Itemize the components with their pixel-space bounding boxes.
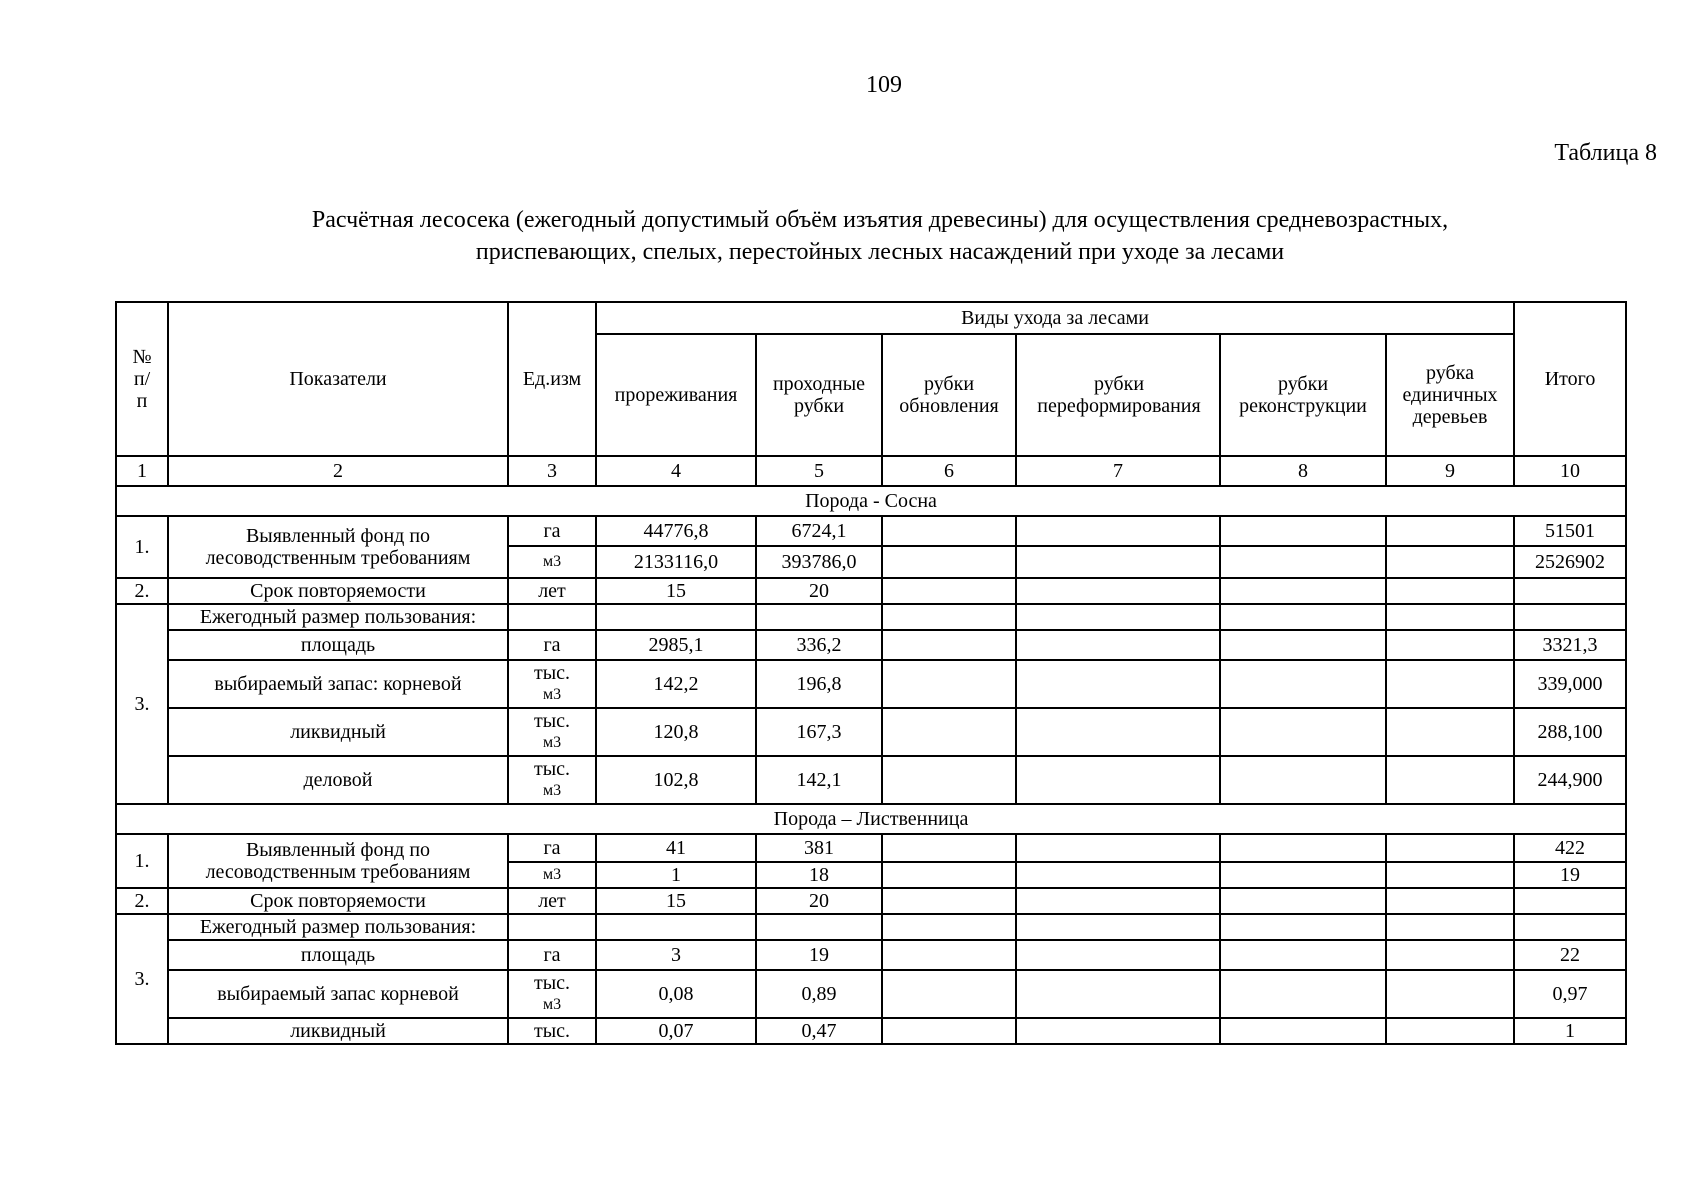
value-total: 19	[1514, 862, 1626, 888]
indicator-label: выбираемый запас корневой	[168, 970, 508, 1018]
empty-cell	[1386, 888, 1514, 914]
value-passage-cutting: 167,3	[756, 708, 882, 756]
unit-cell	[508, 1018, 596, 1044]
value-thinning: 41	[596, 834, 756, 862]
header-col-passage-cutting: проходные рубки	[756, 334, 882, 456]
table-title	[110, 204, 1650, 268]
unit-line: га	[543, 944, 561, 966]
empty-cell	[1220, 708, 1386, 756]
empty-cell	[1220, 888, 1386, 914]
unit-cell	[508, 940, 596, 970]
row-number: 2.	[116, 888, 168, 914]
empty-cell	[882, 578, 1016, 604]
value-passage-cutting: 20	[756, 578, 882, 604]
unit-line: м3	[542, 686, 562, 703]
column-number: 6	[882, 456, 1016, 486]
indicator-label: выбираемый запас: корневой	[168, 660, 508, 708]
empty-cell	[1386, 604, 1514, 630]
header-care-types: Виды ухода за лесами	[596, 302, 1514, 334]
annual-row	[116, 940, 1626, 970]
header-total: Итого	[1514, 302, 1626, 456]
value-total: 51501	[1514, 516, 1626, 546]
empty-cell	[1016, 578, 1220, 604]
column-number: 7	[1016, 456, 1220, 486]
section-title-row	[116, 486, 1626, 516]
value-thinning: 2133116,0	[596, 546, 756, 578]
fund-row	[116, 834, 1626, 862]
fund-row	[116, 516, 1626, 546]
row-number: 3.	[116, 604, 168, 804]
unit-line: тыс.	[533, 710, 571, 732]
column-number: 8	[1220, 456, 1386, 486]
header-num: № п/п	[116, 302, 168, 456]
empty-cell	[882, 516, 1016, 546]
empty-cell	[1386, 546, 1514, 578]
value-total: 3321,3	[1514, 630, 1626, 660]
value-passage-cutting: 142,1	[756, 756, 882, 804]
empty-cell	[882, 546, 1016, 578]
row-number: 3.	[116, 914, 168, 1044]
column-number: 10	[1514, 456, 1626, 486]
column-numbers-row	[116, 456, 1626, 486]
allowable-cut-table	[115, 301, 1627, 1045]
empty-cell	[1016, 1018, 1220, 1044]
header-indicators: Показатели	[168, 302, 508, 456]
annual-row	[116, 660, 1626, 708]
empty-cell	[1386, 1018, 1514, 1044]
empty-cell	[1386, 862, 1514, 888]
column-number: 3	[508, 456, 596, 486]
empty-cell	[882, 914, 1016, 940]
empty-cell	[1016, 888, 1220, 914]
value-total: 1	[1514, 1018, 1626, 1044]
section-title: Порода – Лиственница	[116, 804, 1626, 834]
empty-cell	[508, 604, 596, 630]
annual-header-row	[116, 604, 1626, 630]
unit-cell	[508, 756, 596, 804]
value-passage-cutting: 381	[756, 834, 882, 862]
value-passage-cutting: 0,89	[756, 970, 882, 1018]
header-row	[116, 302, 1626, 334]
empty-cell	[1386, 708, 1514, 756]
empty-cell	[1016, 940, 1220, 970]
indicator-label: площадь	[168, 940, 508, 970]
empty-cell	[1386, 834, 1514, 862]
empty-cell	[756, 604, 882, 630]
column-number: 9	[1386, 456, 1514, 486]
value-passage-cutting: 336,2	[756, 630, 882, 660]
unit-cell	[508, 660, 596, 708]
empty-cell	[1016, 756, 1220, 804]
table-label: Таблица 8	[1554, 140, 1657, 166]
column-number: 2	[168, 456, 508, 486]
table-title-line: Расчётная лесосека (ежегодный допустимый объём изъятия древесины) для осуществления средневозрастных,	[311, 207, 1449, 233]
empty-cell	[882, 888, 1016, 914]
unit-cell: м3	[508, 546, 596, 578]
empty-cell	[882, 1018, 1016, 1044]
value-thinning: 15	[596, 888, 756, 914]
header-col-renewal-cutting: рубки обновления	[882, 334, 1016, 456]
value-total: 422	[1514, 834, 1626, 862]
value-thinning: 3	[596, 940, 756, 970]
column-number: 5	[756, 456, 882, 486]
row-number: 1.	[116, 834, 168, 888]
column-number: 1	[116, 456, 168, 486]
empty-cell	[1220, 660, 1386, 708]
empty-cell	[882, 660, 1016, 708]
unit-line: тыс.	[533, 758, 571, 780]
value-total	[1514, 578, 1626, 604]
value-thinning: 15	[596, 578, 756, 604]
unit-line: тыс.	[533, 972, 571, 994]
empty-cell	[1220, 578, 1386, 604]
unit-line: м3	[542, 734, 562, 751]
header-col-single-tree-cutting: рубка единичных деревьев	[1386, 334, 1514, 456]
value-thinning: 1	[596, 862, 756, 888]
empty-cell	[882, 630, 1016, 660]
empty-cell	[1016, 660, 1220, 708]
empty-cell	[756, 914, 882, 940]
unit-cell	[508, 708, 596, 756]
empty-cell	[1220, 970, 1386, 1018]
annual-row	[116, 708, 1626, 756]
empty-cell	[1220, 756, 1386, 804]
value-thinning: 2985,1	[596, 630, 756, 660]
value-passage-cutting: 20	[756, 888, 882, 914]
unit-line: тыс.	[533, 1020, 571, 1042]
unit-line: га	[543, 634, 561, 656]
empty-cell	[1220, 834, 1386, 862]
unit-cell: лет	[508, 578, 596, 604]
annual-row	[116, 1018, 1626, 1044]
empty-cell	[882, 970, 1016, 1018]
empty-cell	[882, 834, 1016, 862]
empty-cell	[1386, 660, 1514, 708]
value-total: 339,000	[1514, 660, 1626, 708]
period-row	[116, 578, 1626, 604]
empty-cell	[1016, 862, 1220, 888]
empty-cell	[1220, 630, 1386, 660]
empty-cell	[1016, 708, 1220, 756]
empty-cell	[1514, 914, 1626, 940]
indicator-label: Срок повторяемости	[168, 578, 508, 604]
table-body	[116, 302, 1626, 1044]
unit-cell: га	[508, 834, 596, 862]
empty-cell	[1386, 630, 1514, 660]
value-thinning: 0,08	[596, 970, 756, 1018]
empty-cell	[596, 604, 756, 630]
unit-line: м3	[542, 996, 562, 1013]
unit-cell: лет	[508, 888, 596, 914]
value-passage-cutting: 18	[756, 862, 882, 888]
indicator-label: ликвидный	[168, 1018, 508, 1044]
unit-cell	[508, 970, 596, 1018]
value-passage-cutting: 0,47	[756, 1018, 882, 1044]
empty-cell	[1386, 756, 1514, 804]
value-total: 22	[1514, 940, 1626, 970]
empty-cell	[1220, 1018, 1386, 1044]
value-thinning: 0,07	[596, 1018, 756, 1044]
row-number: 1.	[116, 516, 168, 578]
value-thinning: 44776,8	[596, 516, 756, 546]
indicator-label: Ежегодный размер пользования:	[168, 604, 508, 630]
empty-cell	[1220, 862, 1386, 888]
indicator-label: Выявленный фонд по лесоводственным требованиям	[168, 834, 508, 888]
empty-cell	[1514, 604, 1626, 630]
section-title: Порода - Сосна	[116, 486, 1626, 516]
value-thinning: 142,2	[596, 660, 756, 708]
period-row	[116, 888, 1626, 914]
empty-cell	[1220, 546, 1386, 578]
annual-row	[116, 970, 1626, 1018]
empty-cell	[882, 708, 1016, 756]
header-col-thinning: прореживания	[596, 334, 756, 456]
value-total: 288,100	[1514, 708, 1626, 756]
empty-cell	[882, 862, 1016, 888]
section-title-row	[116, 804, 1626, 834]
header-unit: Ед.изм	[508, 302, 596, 456]
value-thinning: 120,8	[596, 708, 756, 756]
empty-cell	[1386, 940, 1514, 970]
empty-cell	[1016, 546, 1220, 578]
header-col-reconstruction-cutting: рубки реконструкции	[1220, 334, 1386, 456]
empty-cell	[1016, 630, 1220, 660]
unit-line: м3	[542, 782, 562, 799]
annual-row	[116, 756, 1626, 804]
empty-cell	[882, 756, 1016, 804]
page-number: 109	[866, 72, 902, 98]
value-total	[1514, 888, 1626, 914]
unit-cell	[508, 630, 596, 660]
table-title-line: приспевающих, спелых, перестойных лесных насаждений при уходе за лесами	[475, 239, 1285, 265]
header-col-reformation-cutting: рубки переформирования	[1016, 334, 1220, 456]
indicator-label: площадь	[168, 630, 508, 660]
unit-cell: м3	[508, 862, 596, 888]
annual-row	[116, 630, 1626, 660]
empty-cell	[1016, 914, 1220, 940]
empty-cell	[1016, 516, 1220, 546]
empty-cell	[1016, 970, 1220, 1018]
empty-cell	[1386, 970, 1514, 1018]
empty-cell	[1220, 604, 1386, 630]
value-passage-cutting: 19	[756, 940, 882, 970]
value-passage-cutting: 196,8	[756, 660, 882, 708]
value-thinning: 102,8	[596, 756, 756, 804]
annual-header-row	[116, 914, 1626, 940]
empty-cell	[508, 914, 596, 940]
empty-cell	[1386, 516, 1514, 546]
empty-cell	[1016, 604, 1220, 630]
empty-cell	[882, 604, 1016, 630]
value-total: 2526902	[1514, 546, 1626, 578]
value-total: 244,900	[1514, 756, 1626, 804]
indicator-label: деловой	[168, 756, 508, 804]
row-number: 2.	[116, 578, 168, 604]
unit-cell: га	[508, 516, 596, 546]
indicator-label: Выявленный фонд по лесоводственным требованиям	[168, 516, 508, 578]
empty-cell	[596, 914, 756, 940]
indicator-label: Срок повторяемости	[168, 888, 508, 914]
indicator-label: Ежегодный размер пользования:	[168, 914, 508, 940]
value-total: 0,97	[1514, 970, 1626, 1018]
empty-cell	[1220, 940, 1386, 970]
value-passage-cutting: 393786,0	[756, 546, 882, 578]
column-number: 4	[596, 456, 756, 486]
empty-cell	[1220, 516, 1386, 546]
empty-cell	[1016, 834, 1220, 862]
unit-line: тыс.	[533, 662, 571, 684]
empty-cell	[1386, 578, 1514, 604]
value-passage-cutting: 6724,1	[756, 516, 882, 546]
empty-cell	[1386, 914, 1514, 940]
empty-cell	[882, 940, 1016, 970]
indicator-label: ликвидный	[168, 708, 508, 756]
empty-cell	[1220, 914, 1386, 940]
